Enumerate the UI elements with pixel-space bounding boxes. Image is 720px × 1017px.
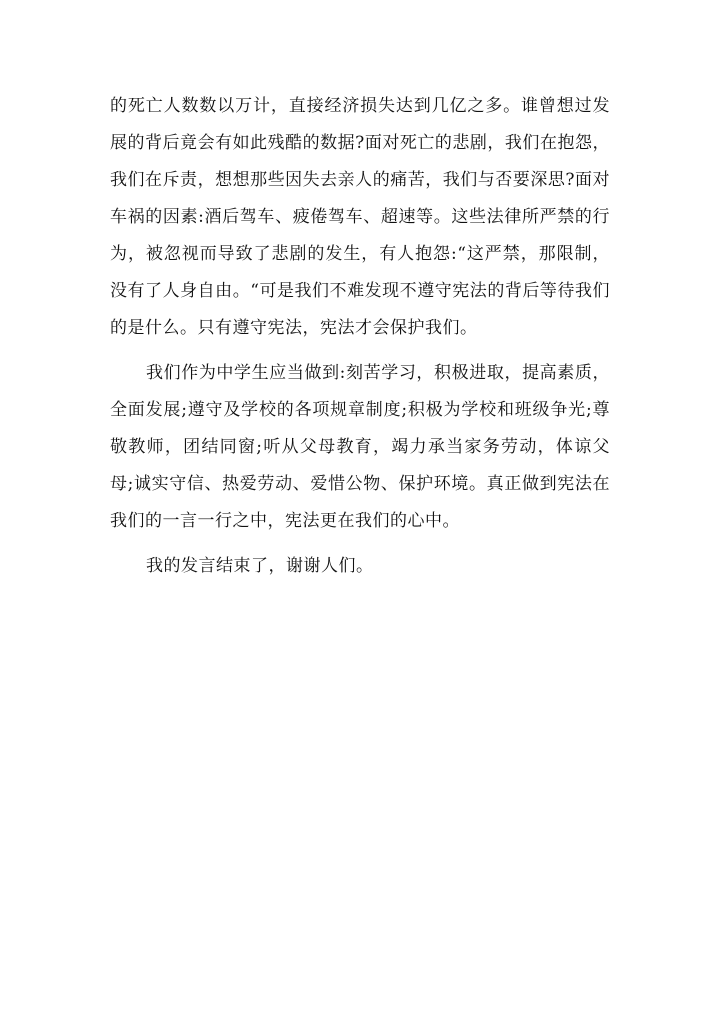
paragraph-continuation: 的死亡人数数以万计，直接经济损失达到几亿之多。谁曾想过发展的背后竟会有如此残酷的数据?面对死亡的悲剧，我们在抱怨，我们在斥责，想想那些因失去亲人的痛苦，我们与否要深思?面对车祸的因素:酒后驾车、疲倦驾车、超速等。这些法律所严禁的行为，被忽视而导致了悲剧的发生，有人抱怨:“这严禁，那限制，没有了人身自由。“可是我们不难发现不遵守宪法的背后等待我们的是什么。只有遵守宪法，宪法才会保护我们。	[110, 96, 610, 338]
document-body	[110, 88, 610, 585]
paragraph-student-duties: 我们作为中学生应当做到:刻苦学习，积极进取，提高素质，全面发展;遵守及学校的各项规章制度;积极为学校和班级争光;尊敬教师，团结同窗;听从父母教育，竭力承当家务劳动，体谅父母;诚实守信、热爱劳动、爱惜公物、保护环境。真正做到宪法在我们的一言一行之中，宪法更在我们的心中。	[110, 363, 610, 531]
paragraph-closing: 我的发言结束了，谢谢人们。	[146, 556, 374, 576]
